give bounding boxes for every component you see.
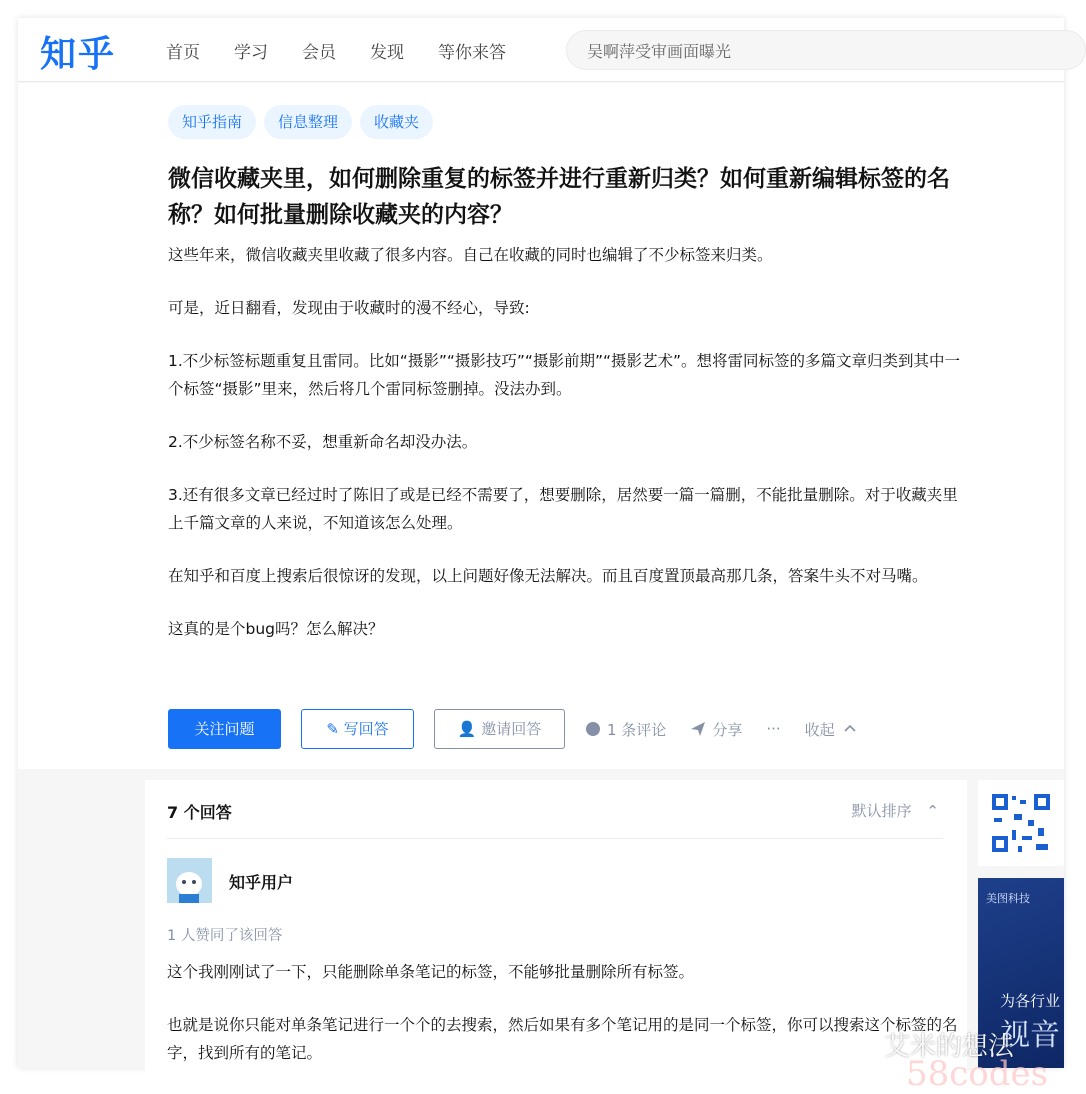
- question-paragraph: 3.还有很多文章已经过时了陈旧了或是已经不需要了，想要删除，居然要一篇一篇删，不能批量删除。对于收藏夹里上千篇文章的人来说，不知道该怎么处理。: [168, 486, 958, 532]
- divider: [167, 838, 943, 839]
- browser-frame: [18, 18, 1064, 1094]
- comments-button[interactable]: [585, 719, 666, 740]
- zhihu-logo[interactable]: 知乎: [40, 34, 117, 75]
- question-detail: [168, 241, 968, 668]
- ad-headline: 视音: [1000, 1018, 1060, 1053]
- sort-chevron-icon: ⌃: [926, 802, 939, 820]
- answer-count: 7 个回答: [167, 803, 232, 822]
- collapse-label: 收起: [804, 720, 835, 739]
- collapse-button[interactable]: [805, 719, 863, 740]
- sort-dropdown[interactable]: [852, 800, 939, 821]
- nav-waiting-answers[interactable]: 等你来答: [438, 42, 506, 63]
- topic-tag[interactable]: 收藏夹: [360, 105, 433, 139]
- write-answer-label: 写回答: [343, 720, 389, 738]
- main-nav: [166, 18, 540, 82]
- question-paragraph: 这些年来，微信收藏夹里收藏了很多内容。自己在收藏的同时也编辑了不少标签来归类。: [168, 246, 773, 264]
- qr-code[interactable]: [978, 780, 1064, 866]
- answer-content: [167, 958, 967, 1092]
- question-paragraph: 可是，近日翻看，发现由于收藏时的漫不经心，导致:: [168, 299, 530, 317]
- share-label: 分享: [712, 720, 743, 739]
- avatar[interactable]: [167, 858, 212, 903]
- user-avatar-icon: [167, 858, 212, 903]
- watermark-site: 58codes: [906, 1054, 1049, 1094]
- chevron-up-icon: [843, 722, 857, 736]
- search-placeholder: 吴啊萍受审画面曝光: [587, 41, 732, 61]
- question-title: 微信收藏夹里，如何删除重复的标签并进行重新归类？如何重新编辑标签的名称？如何批量删除收藏夹的内容？: [168, 166, 950, 228]
- search-input[interactable]: [566, 30, 1086, 70]
- answer-author[interactable]: 知乎用户: [229, 873, 294, 892]
- question-paragraph: 这真的是个bug吗？怎么解决？: [168, 620, 384, 638]
- comments-label: 1 条评论: [607, 720, 667, 739]
- nav-member[interactable]: 会员: [302, 42, 336, 63]
- question-paragraph: 在知乎和百度上搜索后很惊讶的发现，以上问题好像无法解决。而且百度置顶最高那几条，答案牛头不对马嘴。: [168, 567, 928, 585]
- write-answer-button[interactable]: [301, 709, 414, 749]
- follow-question-button[interactable]: 关注问题: [168, 709, 281, 749]
- sort-label: 默认排序: [851, 802, 912, 820]
- comment-icon: [585, 721, 601, 737]
- top-navigation-bar: [18, 18, 1064, 82]
- share-button[interactable]: [690, 719, 742, 740]
- answer-paragraph: 也就是说你只能对单条笔记进行一个个的去搜索，然后如果有多个笔记用的是同一个标签，你可以搜索这个标签的名字，找到所有的笔记。: [167, 1016, 958, 1062]
- ad-brand: 美图科技: [986, 892, 1030, 905]
- question-card: [18, 83, 1064, 769]
- nav-learn[interactable]: 学习: [234, 42, 268, 63]
- topic-tags: [168, 105, 441, 139]
- invite-answer-label: 邀请回答: [481, 720, 542, 738]
- question-paragraph: 2.不少标签名称不妥，想重新命名却没办法。: [168, 433, 478, 451]
- topic-tag[interactable]: 信息整理: [264, 105, 352, 139]
- question-paragraph: 1.不少标签标题重复且雷同。比如“摄影”“摄影技巧”“摄影前期”“摄影艺术”。想将雷同标签的多篇文章归类到其中一个标签“摄影”里来，然后将几个雷同标签删掉。没法办到。: [168, 352, 961, 398]
- nav-home[interactable]: 首页: [166, 42, 200, 63]
- ad-text: 为各行业: [1000, 992, 1061, 1010]
- watermark-text: 艾米的想法: [884, 1032, 1015, 1062]
- nav-discover[interactable]: 发现: [370, 42, 404, 63]
- vote-summary: 1 人赞同了该回答: [167, 928, 283, 944]
- more-button[interactable]: ···: [766, 720, 781, 738]
- share-icon: [690, 721, 706, 737]
- answers-card: [145, 780, 967, 1080]
- pencil-icon: ✎: [326, 720, 339, 738]
- question-actions: [168, 709, 887, 749]
- answer-paragraph: 这个我刚刚试了一下，只能删除单条笔记的标签，不能够批量删除所有标签。: [167, 963, 695, 981]
- topic-tag[interactable]: 知乎指南: [168, 105, 256, 139]
- invite-user-icon: 👤: [457, 720, 477, 738]
- invite-answer-button[interactable]: [434, 709, 565, 749]
- qr-code-icon: [978, 780, 1064, 866]
